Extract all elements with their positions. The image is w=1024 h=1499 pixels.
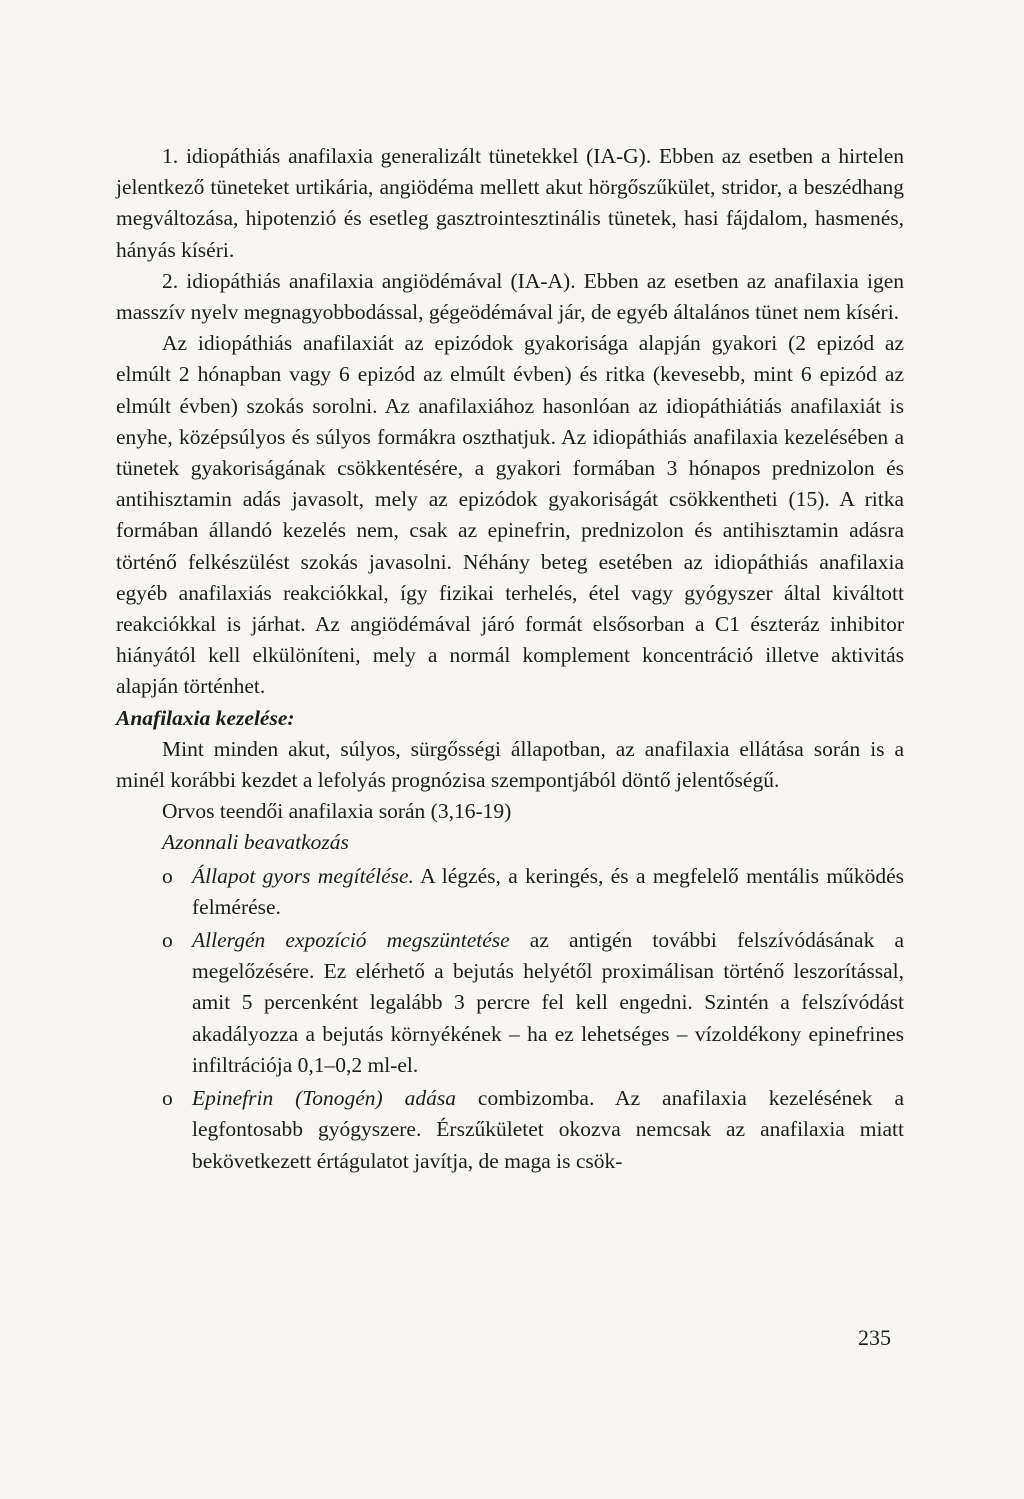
bullet-marker: o <box>162 863 173 888</box>
bullet-marker: o <box>162 1086 173 1111</box>
list-item <box>162 925 904 1081</box>
document-page <box>116 141 904 1177</box>
section-subtitle: Orvos teendői anafilaxia során (3,16-19) <box>162 799 512 824</box>
list-item-text: az antigén további felszívódásának a megelőzésére. Ez elérhető a bejutás helyétől proximálisan történő leszorítással, amit 5 percenként legalább 3 percre fel kell engedni. Szintén a felszívódást akadályozza a bejutás környékének – ha ez lehetséges – vízoldékony epinefrines infiltrációja 0,1–0,2 ml-el. <box>192 928 904 1077</box>
paragraph-frequency: Az idiopáthiás anafilaxiát az epizódok gyakorisága alapján gyakori (2 epizód az elmúlt 2 hónapban vagy 6 epizód az elmúlt évben) és ritka (kevesebb, mint 6 epizód az elmúlt évben) szokás sorolni. Az anafilaxiához hasonlóan az idiopáthiátiás anafilaxiát is enyhe, középsúlyos és súlyos formákra oszthatjuk. Az idiopáthiás anafilaxia kezelésében a tünetek gyakoriságának csökkentésére, a gyakori formában 3 hónapos prednizolon és antihisztamin adás javasolt, mely az epizódok gyakoriságát csökkentheti (15). A ritka formában állandó kezelés nem, csak az epinefrin, prednizolon és antihisztamin adásra történő felkészülést szokás javasolni. Néhány beteg esetében az idiopáthiás anafilaxia egyéb anafilaxiás reakciókkal, így fizikai terhelés, étel vagy gyógyszer által kiváltott reakciókkal is járhat. Az angiödémával járó formát elsősorban a C1 észteráz inhibitor hiányától kell elkülöníteni, mely a normál komplement koncentráció illetve aktivitás alapján történhet. <box>116 331 904 699</box>
section-subsubtitle: Azonnali beavatkozás <box>162 830 349 855</box>
page-number: 235 <box>858 1325 891 1350</box>
list-item <box>162 861 904 923</box>
list-item-text: combizomba. Az anafilaxia kezelésének a legfontosabb gyógyszere. Érszűkületet okozva nemcsak az anafilaxia miatt bekövetkezett értágulatot javítja, de maga is csök- <box>192 1086 904 1173</box>
paragraph-ia-g: 1. idiopáthiás anafilaxia generalizált tünetekkel (IA-G). Ebben az esetben a hirtelen jelentkező tüneteket urtikária, angiödéma mellett akut hörgőszűkület, stridor, a beszédhang megváltozása, hipotenzió és esetleg gasztrointesztinális tünetek, hasi fájdalom, hasmenés, hányás kíséri. <box>116 144 904 262</box>
list-item <box>162 1083 904 1177</box>
paragraph-ia-a: 2. idiopáthiás anafilaxia angiödémával (IA-A). Ebben az esetben az anafilaxia igen masszív nyelv megnagyobbodással, gégeödémával jár, de egyéb általános tünet nem kíséri. <box>116 268 904 325</box>
list-item-lead: Epinefrin (Tonogén) adása <box>192 1086 456 1111</box>
section-heading: Anafilaxia kezelése: <box>116 705 295 730</box>
list-item-lead: Állapot gyors megítélése. <box>192 863 414 888</box>
section-intro: Mint minden akut, súlyos, sürgősségi állapotban, az anafilaxia ellátása során is a minél korábbi kezdet a lefolyás prognózisa szempontjából döntő jelentőségű. <box>116 736 904 793</box>
list-item-text: A légzés, a keringés, és a megfelelő mentális működés felmérése. <box>192 863 904 919</box>
bullet-marker: o <box>162 928 173 953</box>
list-item-lead: Allergén expozíció megszüntetése <box>192 928 510 953</box>
